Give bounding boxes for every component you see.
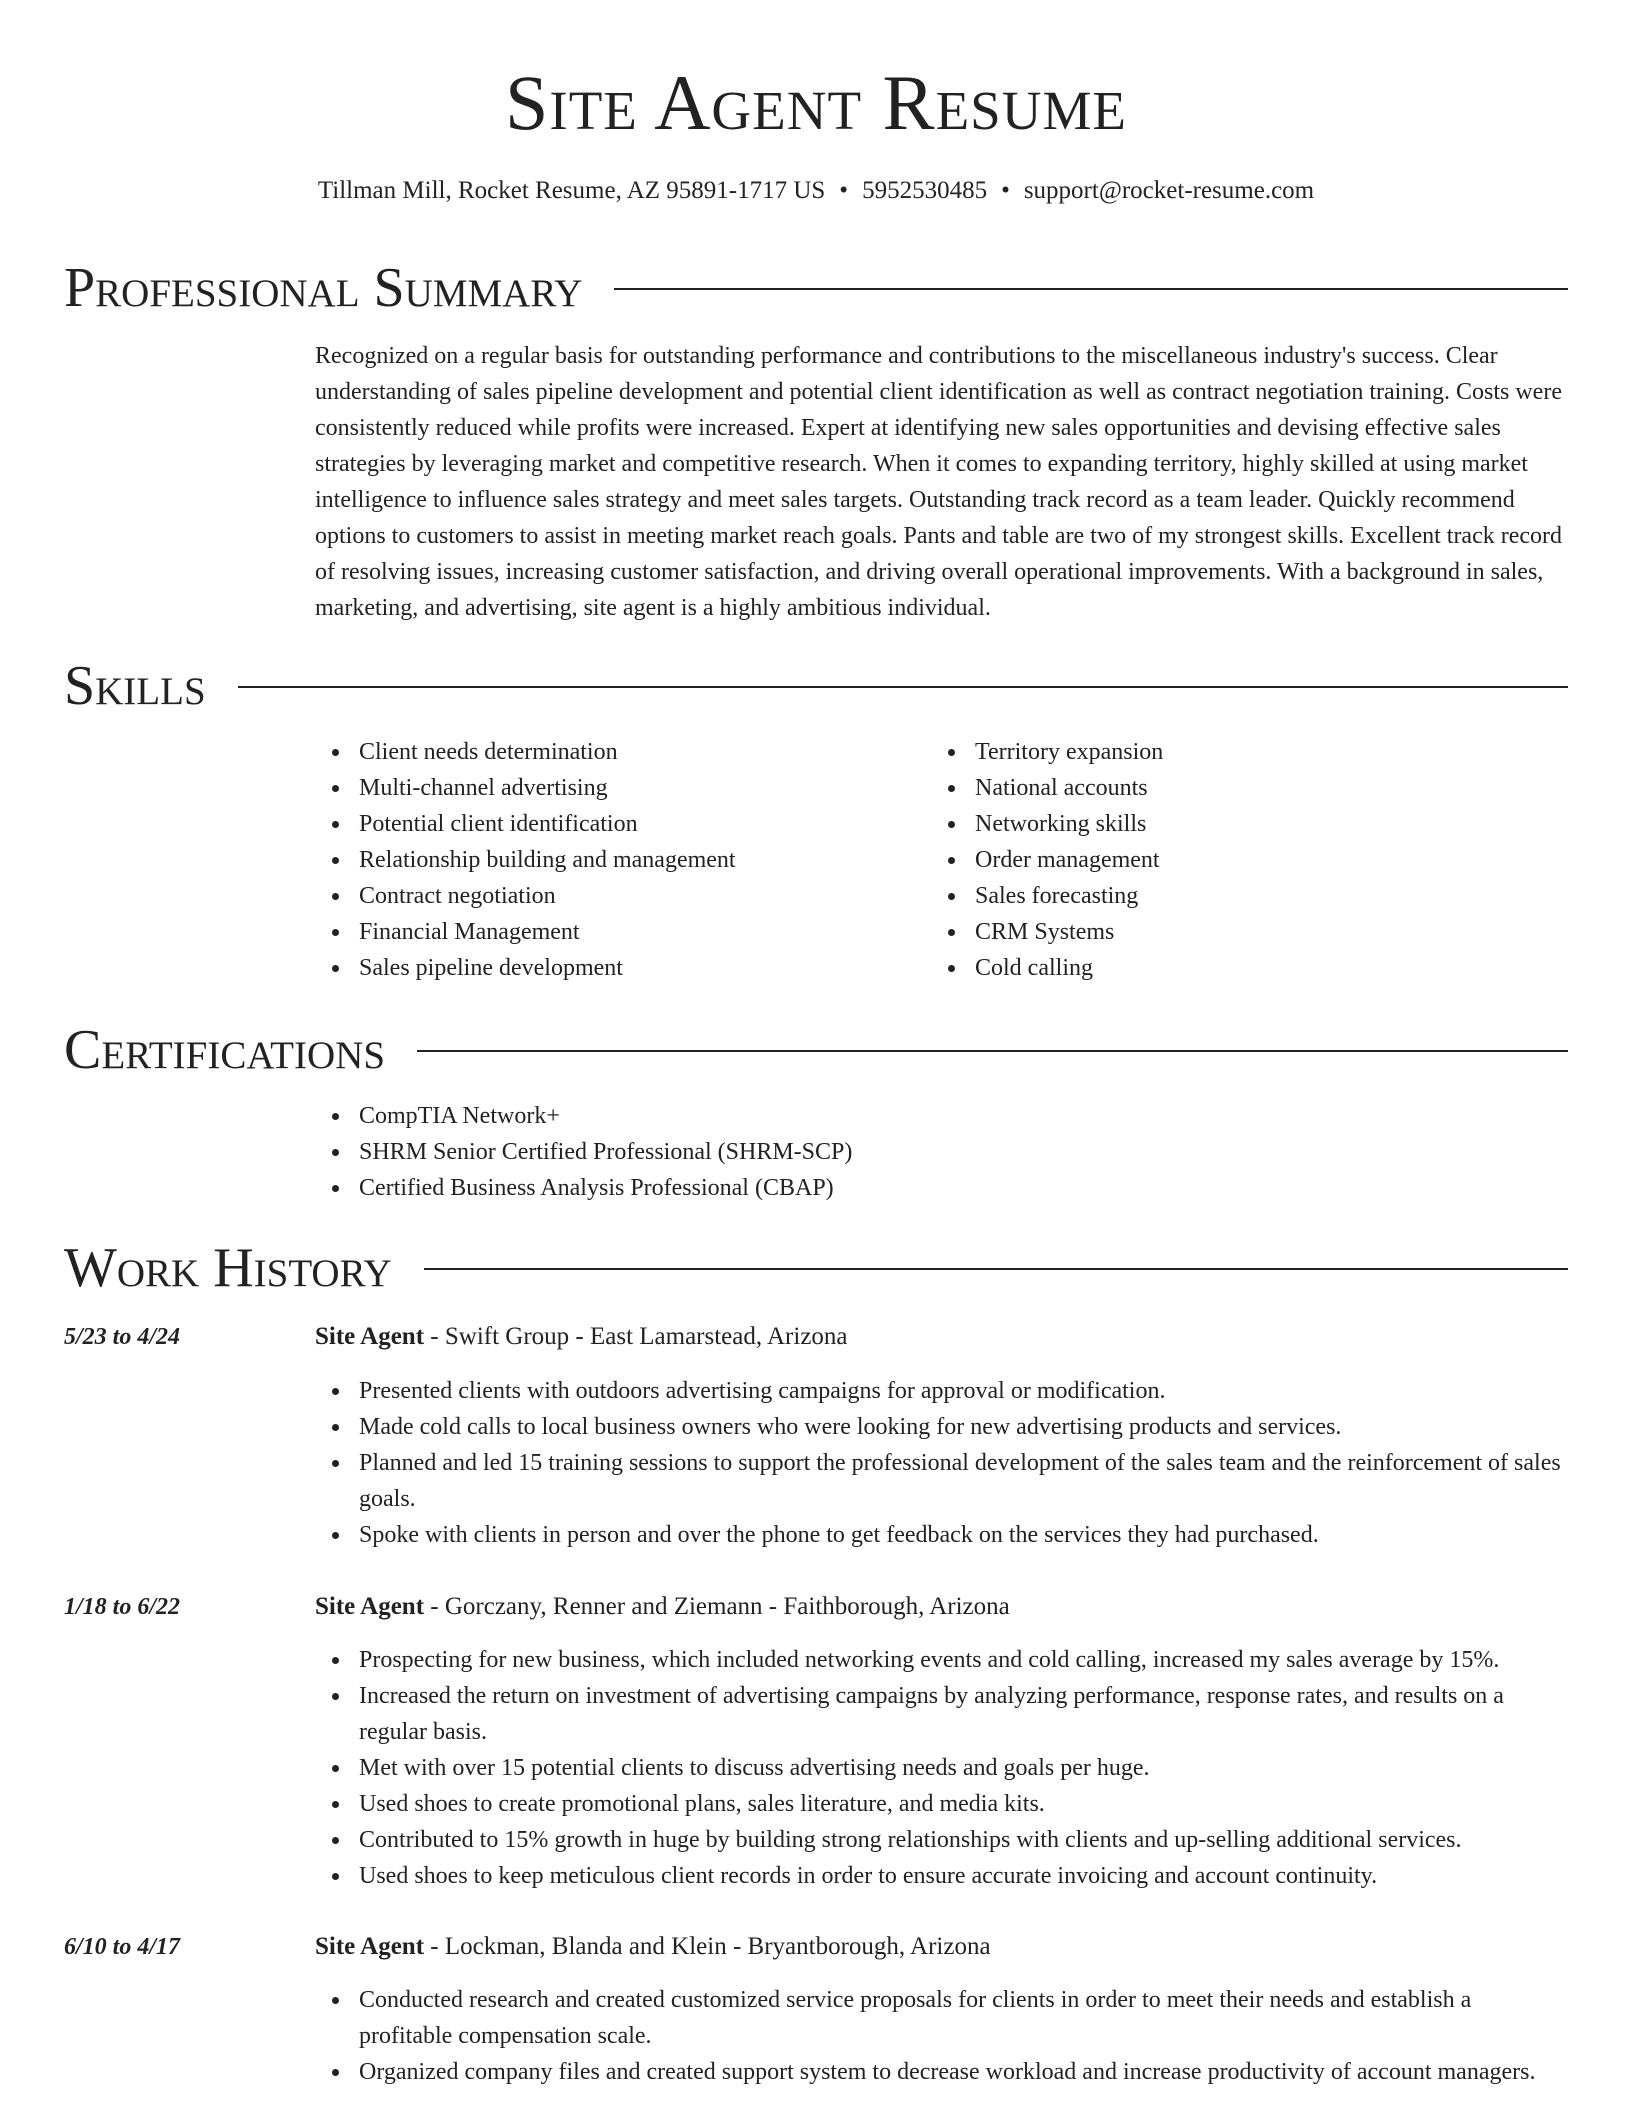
skill-item: Potential client identification [359,806,915,842]
job-title: Site Agent [315,1593,425,1620]
resume-title: Site Agent Resume [505,59,1127,146]
separator-dot: • [839,177,849,204]
job-title-line [315,1319,1570,1355]
work-history-section-header [64,1236,1568,1300]
job-bullet: Prospecting for new business, which included networking events and cold calling, increased my sales average by 15%. [359,1642,1570,1678]
job-bullet: Used shoes to create promotional plans, sales literature, and media kits. [359,1786,1570,1822]
job-dates: 6/10 to 4/17 [64,1934,181,1960]
certification-item: SHRM Senior Certified Professional (SHRM-SCP) [359,1134,1570,1170]
job-company: - Lockman, Blanda and Klein - Bryantborough, Arizona [424,1933,991,1960]
certification-item: CompTIA Network+ [359,1098,1570,1134]
job-title-line [315,1589,1570,1625]
job-title-line [315,1929,1570,1965]
skill-item: Financial Management [359,914,915,950]
work-history-heading: Work History [64,1237,392,1299]
skills-right-column [931,734,1531,986]
skill-item: Territory expansion [975,734,1531,770]
job-bullet: Conducted research and created customized service proposals for clients in order to meet their needs and establish a profitable compensation scale. [359,1982,1570,2054]
job-bullets [315,1982,1570,2090]
skill-item: Networking skills [975,806,1531,842]
section-divider [238,686,1568,688]
section-divider [417,1050,1568,1052]
skills-heading: Skills [64,655,206,717]
skill-item: CRM Systems [975,914,1531,950]
job-bullets [315,1642,1570,1894]
job-dates: 1/18 to 6/22 [64,1594,181,1620]
job-bullet: Increased the return on investment of advertising campaigns by analyzing performance, response rates, and results on a regular basis. [359,1678,1570,1750]
job-company: - Swift Group - East Lamarstead, Arizona [424,1323,848,1350]
job-bullet: Planned and led 15 training sessions to support the professional development of the sales team and the reinforcement of sales goals. [359,1445,1570,1517]
job-bullet: Used shoes to keep meticulous client records in order to ensure accurate invoicing and account continuity. [359,1858,1570,1894]
section-divider [614,288,1568,290]
skill-item: Cold calling [975,950,1531,986]
skills-section-header [64,654,1568,718]
job-bullets [315,1373,1570,1553]
job-bullet: Met with over 15 potential clients to discuss advertising needs and goals per huge. [359,1750,1570,1786]
skills-left-column [315,734,915,986]
contact-line [0,173,1632,209]
certification-item: Certified Business Analysis Professional (CBAP) [359,1170,1570,1206]
contact-address: Tillman Mill, Rocket Resume, AZ 95891-1717 US [317,177,826,204]
certifications-heading: Certifications [64,1019,386,1081]
skill-item: Order management [975,842,1531,878]
separator-dot: • [1001,177,1010,204]
summary-section-header [64,256,1568,320]
job-title: Site Agent [315,1323,425,1350]
skill-item: Client needs determination [359,734,915,770]
summary-text: Recognized on a regular basis for outstanding performance and contributions to the miscellaneous industry's success. Clear understanding of sales pipeline development and potential client identification as well as contract negotiation training. Costs were consistently reduced while profits were increased. Expert at identifying new sales opportunities and devising effective sales strategies by leveraging market and competitive research. When it comes to expanding territory, highly skilled at using market intelligence to influence sales strategy and meet sales targets. Outstanding track record as a team leader. Quickly recommend options to customers to assist in meeting market reach goals. Pants and table are two of my strongest skills. Excellent track record of resolving issues, increasing customer satisfaction, and driving overall operational improvements. With a background in sales, marketing, and advertising, site agent is a highly ambitious individual. [315,343,1563,621]
job-bullet: Made cold calls to local business owners who were looking for new advertising products and services. [359,1409,1570,1445]
job-title: Site Agent [315,1933,425,1960]
contact-email: support@rocket-resume.com [1023,177,1315,204]
skill-item: Sales forecasting [975,878,1531,914]
skill-item: Multi-channel advertising [359,770,915,806]
skill-item: Relationship building and management [359,842,915,878]
skill-item: Sales pipeline development [359,950,915,986]
section-divider [424,1268,1568,1270]
job-bullet: Spoke with clients in person and over the phone to get feedback on the services they had purchased. [359,1517,1570,1553]
skill-item: National accounts [975,770,1531,806]
skill-item: Contract negotiation [359,878,915,914]
job-bullet: Organized company files and created support system to decrease workload and increase productivity of account managers. [359,2054,1570,2090]
certifications-list [315,1098,1570,1206]
job-dates: 5/23 to 4/24 [64,1324,181,1350]
job-bullet: Contributed to 15% growth in huge by building strong relationships with clients and up-selling additional services. [359,1822,1570,1858]
certifications-section-header [64,1018,1568,1082]
contact-phone: 5952530485 [862,177,988,204]
summary-heading: Professional Summary [64,257,583,319]
job-bullet: Presented clients with outdoors advertising campaigns for approval or modification. [359,1373,1570,1409]
job-company: - Gorczany, Renner and Ziemann - Faithborough, Arizona [424,1593,1010,1620]
